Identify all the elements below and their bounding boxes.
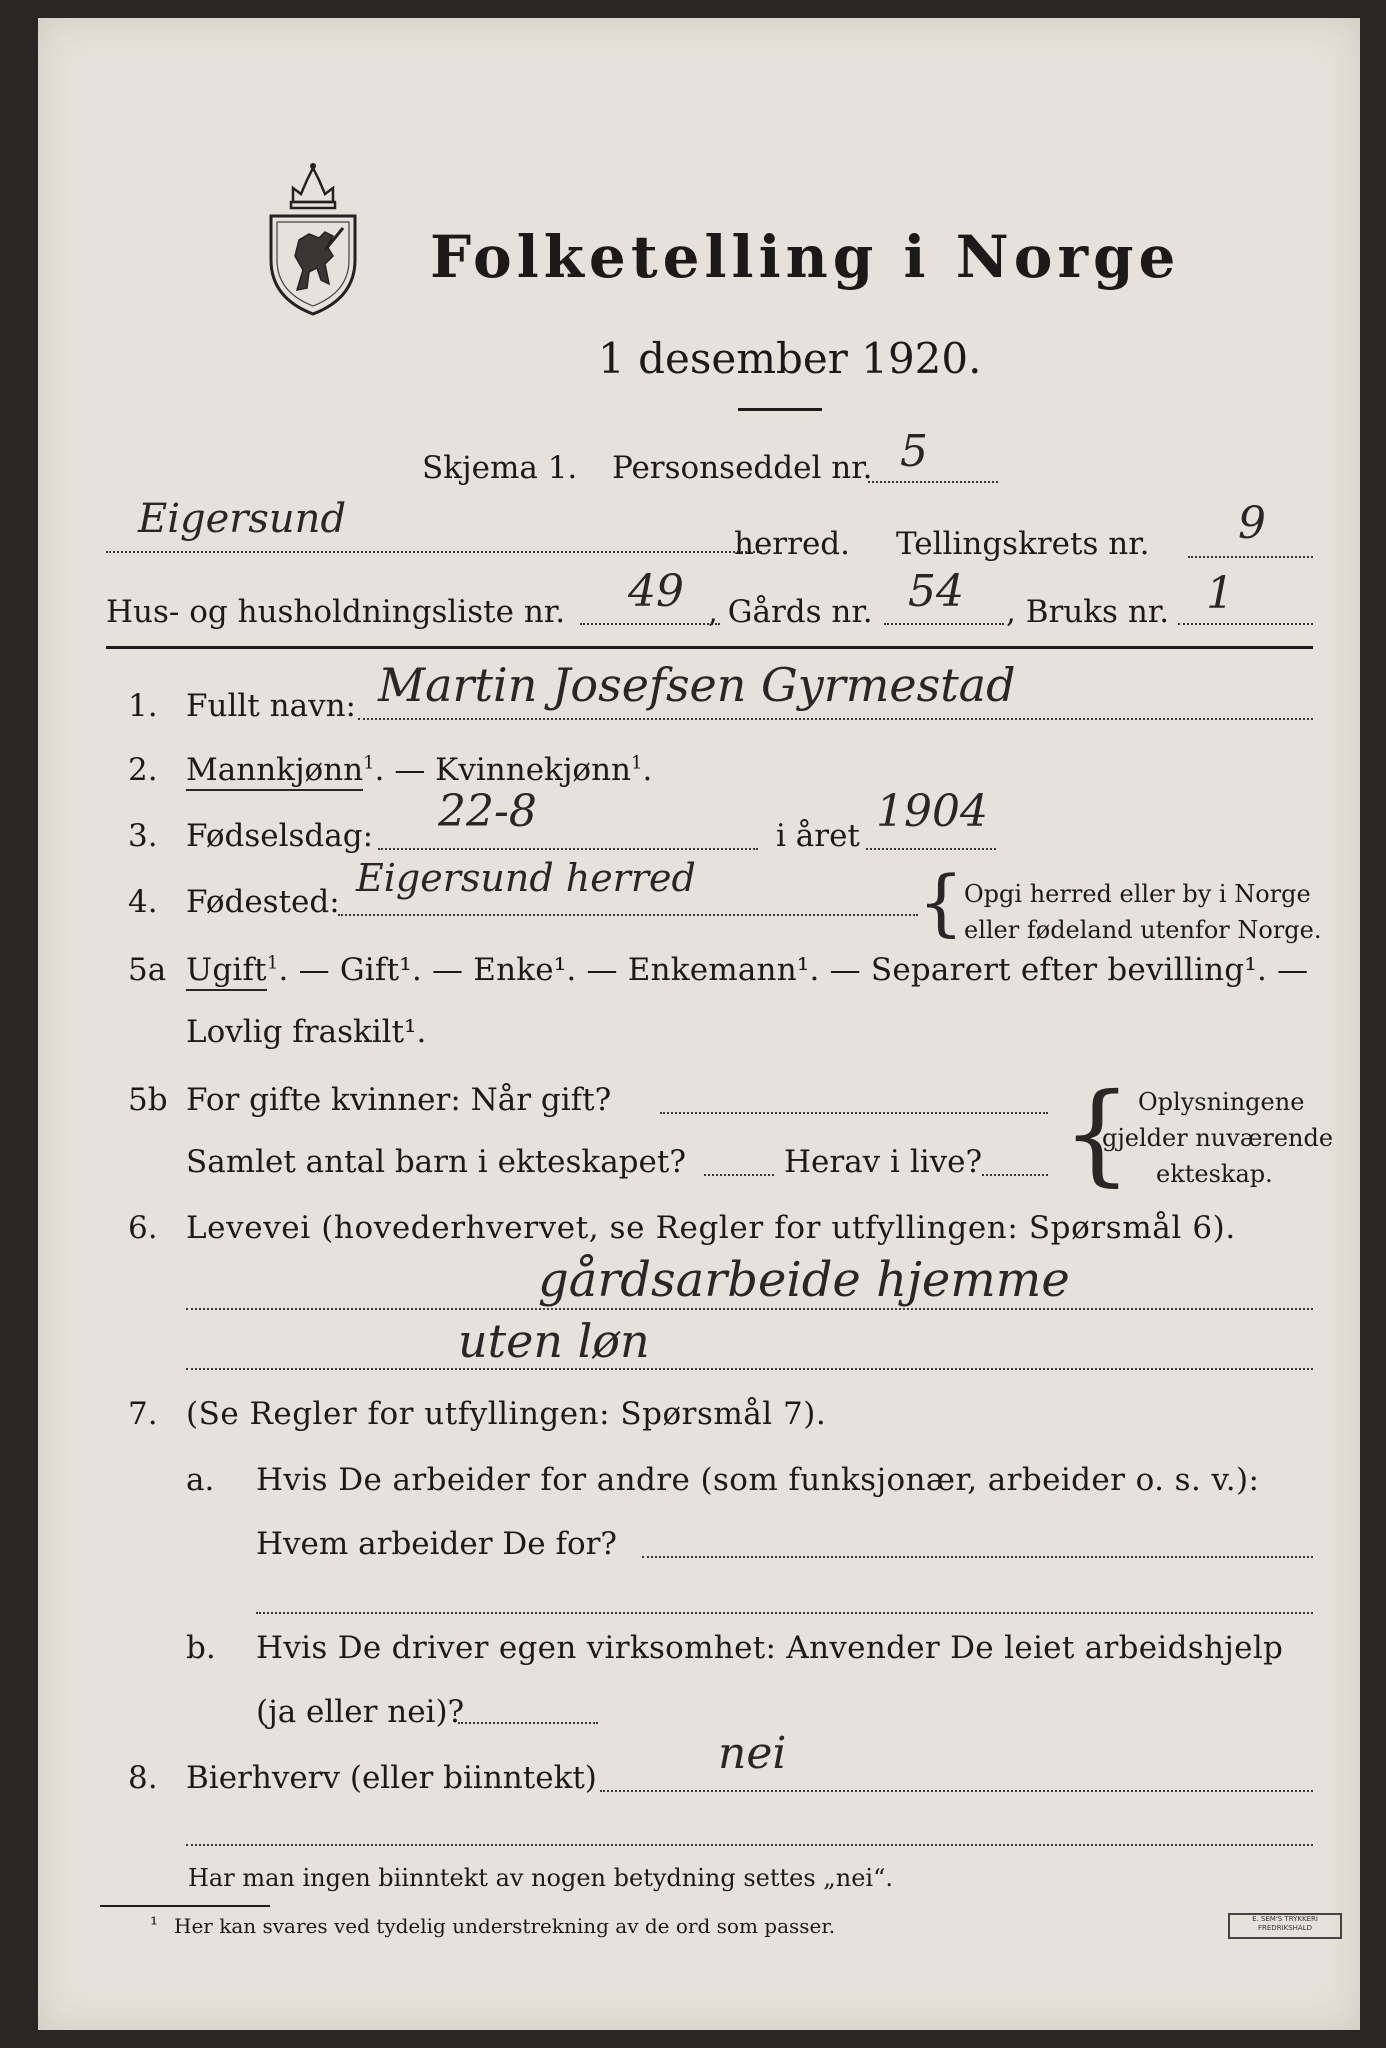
q7a-line1: Hvis De arbeider for andre (som funksjonær, arbeider o. s. v.): [256,1462,1260,1498]
q5b-alive-label: Herav i live? [784,1144,983,1180]
q5b-alive-line [982,1174,1048,1176]
q4-label: Fødested: [186,884,340,920]
hus-value: 49 [628,566,684,617]
q6-label: Levevei (hovederhvervet, se Regler for utfyllingen: Spørsmål 6). [186,1210,1236,1246]
bruks-line [1178,623,1313,625]
q6-value-line2: uten løn [458,1314,650,1368]
herred-line [106,551,762,553]
q4-note-line2: eller fødeland utenfor Norge. [964,916,1322,944]
personseddel-label: Personseddel nr. [612,450,873,486]
coat-of-arms-icon [263,160,363,320]
q2-options: Mannkjønn$^1$. — Kvinnekjønn$^1$. [186,752,652,788]
q7b-line1: Hvis De driver egen virksomhet: Anvender De leiet arbeidshjelp [256,1630,1284,1666]
q4-note-line1: Opgi herred eller by i Norge [964,880,1311,908]
q5b-number: 5b [128,1082,168,1118]
bruks-label: , Bruks nr. [1006,594,1170,630]
q8-number: 8. [128,1760,158,1796]
q7b-answer-line [458,1722,598,1724]
q3-day-value: 22-8 [438,786,537,837]
q7a-letter: a. [186,1462,215,1498]
q5b-children-label: Samlet antal barn i ekteskapet? [186,1144,686,1180]
title-divider [738,408,822,411]
tellingskrets-line [1188,556,1313,558]
q5b-note-line1: Oplysningene [1138,1088,1305,1116]
q7b-line2: (ja eller nei)? [256,1694,465,1730]
q3-number: 3. [128,818,158,854]
census-form-page [38,18,1360,2030]
q5b-when-married: For gifte kvinner: Når gift? [186,1082,612,1118]
q5b-note-line2: gjelder nuværende [1102,1124,1334,1152]
q2-sep: . — [374,752,436,788]
gards-label: , Gårds nr. [708,594,873,630]
q6-number: 6. [128,1210,158,1246]
q7-number: 7. [128,1396,158,1432]
footnote-mark: ¹ [150,1912,159,1936]
q3-year-value: 1904 [876,786,988,837]
q5b-children-line [704,1174,774,1176]
q2-female-option: Kvinnekjønn [435,752,632,788]
q5a-options: Ugift$^1$. — Gift¹. — Enke¹. — Enkemann¹. — Separert efter bevilling¹. — [186,952,1308,988]
q3-day-line [378,848,758,850]
q4-note-brace: { [918,860,964,944]
q8-label: Bierhverv (eller biinntekt) [186,1760,597,1796]
q5a-other-options: . — Gift¹. — Enke¹. — Enkemann¹. — Separert efter bevilling¹. — [278,952,1309,988]
q5a-line2: Lovlig fraskilt¹. [186,1014,427,1050]
q5b-when-line [660,1112,1048,1114]
q7-label: (Se Regler for utfyllingen: Spørsmål 7). [186,1396,827,1432]
hus-line [580,623,720,625]
q3-year-line [866,848,996,850]
q7a-employer-line2 [256,1612,1313,1614]
q4-number: 4. [128,884,158,920]
footnote-text: Her kan svares ved tydelig understrekning av de ord som passer. [174,1914,836,1938]
q2-number: 2. [128,752,158,788]
q2-male-option: Mannkjønn [186,752,363,791]
q4-line [338,914,918,916]
q6-value-line1: gårdsarbeide hjemme [538,1252,1070,1308]
q1-label: Fullt navn: [186,688,356,724]
gards-line [884,623,1004,625]
q5a-ugift-option: Ugift [186,952,267,991]
personseddel-line [868,481,998,483]
q7a-line2: Hvem arbeider De for? [256,1526,618,1562]
q7b-letter: b. [186,1630,216,1666]
q4-value: Eigersund herred [356,856,696,900]
q6-line2 [186,1368,1313,1370]
q6-line1 [186,1308,1313,1310]
header-divider [106,646,1313,649]
gards-value: 54 [908,566,964,617]
printer-stamp: E. SEM'S TRYKKERI FREDRIKSHALD [1228,1913,1342,1939]
q5b-note-brace: { [1062,1069,1132,1197]
q8-line2 [186,1844,1313,1846]
form-title: Folketelling i Norge [430,223,1181,291]
herred-value: Eigersund [138,496,347,542]
q3-year-label: i året [776,818,860,854]
bruks-value: 1 [1206,568,1234,619]
herred-label: herred. [734,526,850,562]
q8-note: Har man ingen biinntekt av nogen betydning settes „nei“. [188,1864,893,1892]
q5b-note-line3: ekteskap. [1156,1160,1273,1188]
q7a-employer-line [642,1556,1313,1558]
q2-end: . [642,752,653,788]
q8-value: nei [718,1728,787,1779]
footnote-divider [100,1905,270,1907]
q1-line [358,718,1313,720]
tellingskrets-value: 9 [1238,498,1266,549]
q3-label: Fødselsdag: [186,818,374,854]
q5a-number: 5a [128,952,167,988]
q8-line [600,1790,1313,1792]
tellingskrets-label: Tellingskrets nr. [896,526,1150,562]
skjema-label: Skjema 1. [422,450,578,486]
q1-number: 1. [128,688,158,724]
census-date: 1 desember 1920. [598,334,982,383]
q1-value: Martin Josefsen Gyrmestad [378,658,1016,712]
hus-label: Hus- og husholdningsliste nr. [106,594,566,630]
personseddel-value: 5 [900,426,928,477]
